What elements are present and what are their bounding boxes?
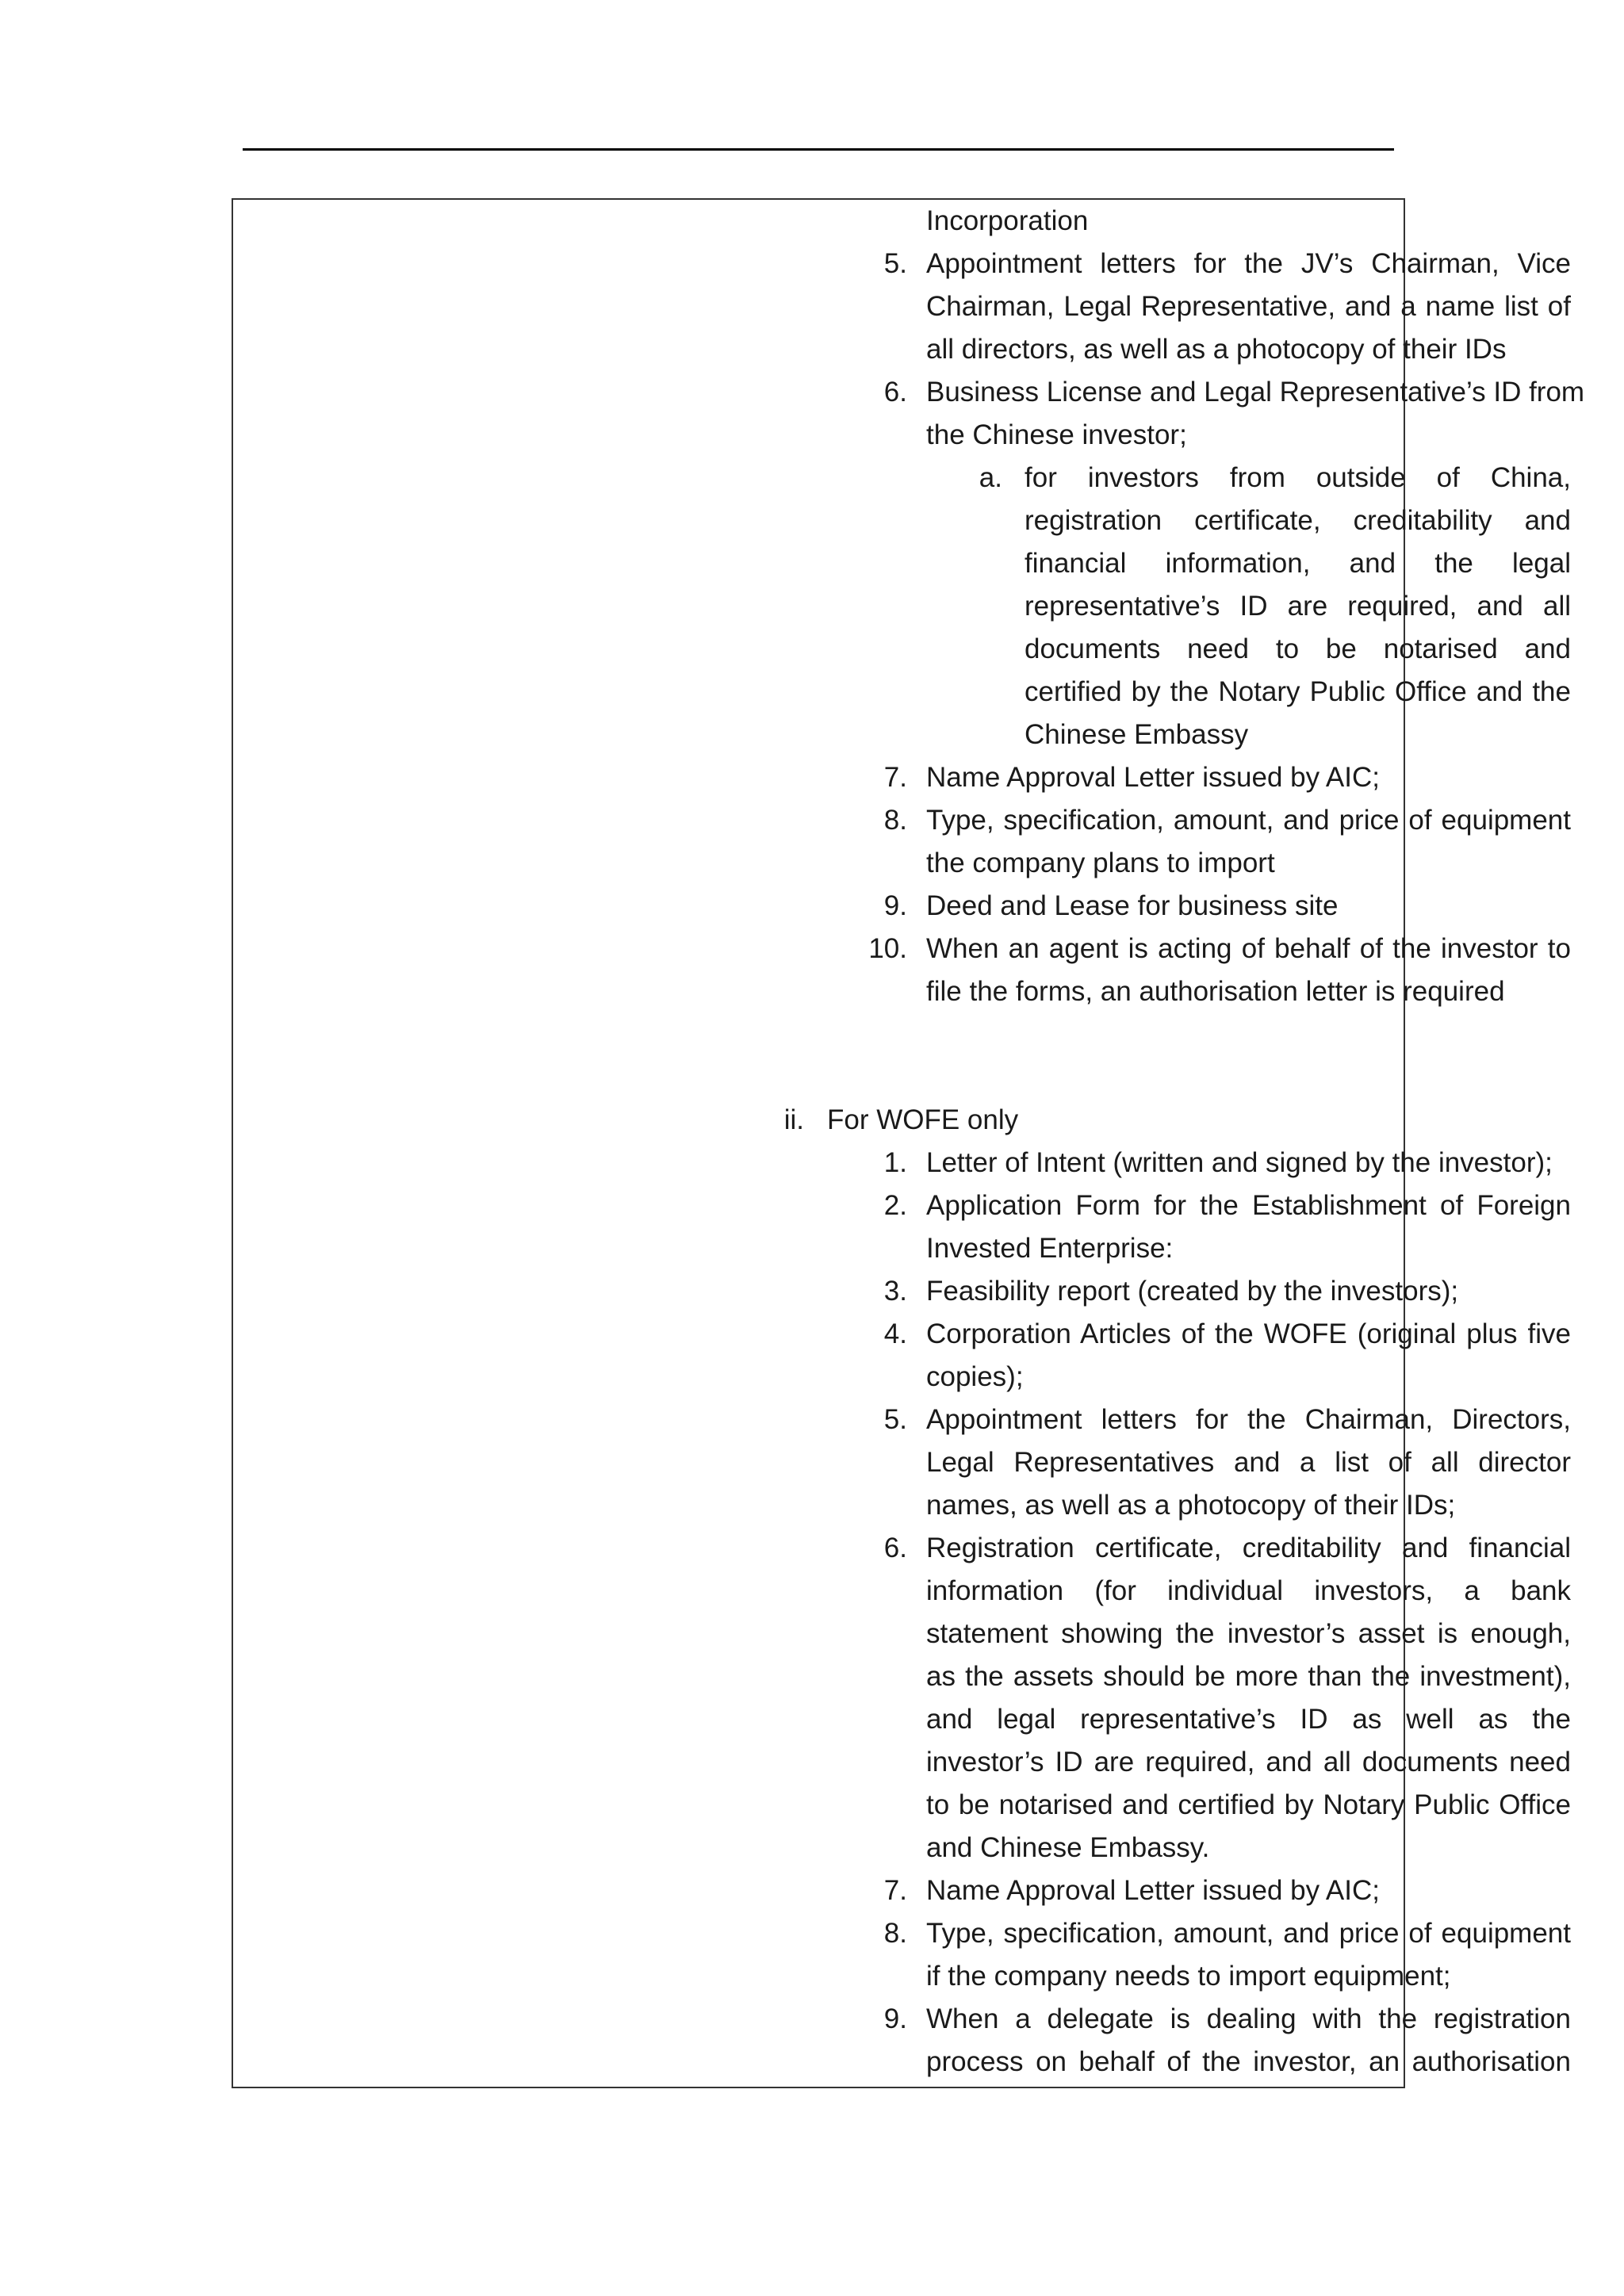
- sub-item-line: for investors from outside of China,: [1025, 462, 1571, 493]
- list-item-number: 6.: [883, 1533, 907, 1563]
- list-item-line: investor’s ID are required, and all documents need: [926, 1747, 1571, 1777]
- list-item-line: Letter of Intent (written and signed by the investor);: [926, 1147, 1553, 1178]
- list-item-line: all directors, as well as a photocopy of their IDs: [926, 334, 1507, 365]
- sub-item-line: Chinese Embassy: [1025, 719, 1249, 750]
- list-item-line: Corporation Articles of the WOFE (original plus five: [926, 1318, 1571, 1349]
- list-item-number: 8.: [883, 805, 907, 836]
- section-heading: For WOFE only: [827, 1104, 1019, 1135]
- list-item-line: When a delegate is dealing with the registration: [926, 2003, 1571, 2034]
- header-rule: [243, 148, 1394, 151]
- list-item-line: Name Approval Letter issued by AIC;: [926, 762, 1380, 793]
- list-item-number: 5.: [883, 248, 907, 279]
- list-item-line: information (for individual investors, a bank: [926, 1575, 1571, 1606]
- sub-item-letter: a.: [979, 462, 1002, 493]
- list-item-line: Name Approval Letter issued by AIC;: [926, 1875, 1380, 1906]
- list-item-line: and Chinese Embassy.: [926, 1832, 1210, 1863]
- list-item-line: the company plans to import: [926, 848, 1275, 878]
- list-item-line: process on behalf of the investor, an authorisation: [926, 2046, 1571, 2077]
- list-item-line: Chairman, Legal Representative, and a name list of: [926, 291, 1571, 322]
- list-item-line: Appointment letters for the JV’s Chairman, Vice: [926, 248, 1571, 279]
- list-item-line: When an agent is acting of behalf of the investor to: [926, 933, 1571, 964]
- list-item-line: to be notarised and certified by Notary Public Office: [926, 1789, 1571, 1820]
- list-item-number: 10.: [868, 933, 907, 964]
- list-item-line: Deed and Lease for business site: [926, 890, 1339, 921]
- content-table-cell: [232, 198, 1585, 2088]
- list-item-line: Appointment letters for the Chairman, Directors,: [926, 1404, 1571, 1435]
- list-item-number: 7.: [883, 762, 907, 793]
- list-item-line: as the assets should be more than the investment),: [926, 1661, 1571, 1692]
- list-item-line: Feasibility report (created by the investors);: [926, 1276, 1459, 1307]
- list-item-line: Registration certificate, creditability and financial: [926, 1533, 1571, 1563]
- list-item-line: Invested Enterprise:: [926, 1233, 1174, 1264]
- list-item-number: 2.: [883, 1190, 907, 1221]
- sub-item-line: registration certificate, creditability and: [1025, 505, 1571, 536]
- list-item-number: 8.: [883, 1918, 907, 1949]
- list-item-number: 5.: [883, 1404, 907, 1435]
- list-item-number: 6.: [883, 377, 907, 408]
- list-item-number: 4.: [883, 1318, 907, 1349]
- sub-item-line: financial information, and the legal: [1025, 548, 1571, 579]
- list-item-line: Legal Representatives and a list of all director: [926, 1447, 1571, 1478]
- list-item-number: 9.: [883, 890, 907, 921]
- sub-item-line: representative’s ID are required, and all: [1025, 591, 1571, 622]
- list-item-number: 3.: [883, 1276, 907, 1307]
- list-item-line: Type, specification, amount, and price of equipment: [926, 805, 1571, 836]
- list-item-line: if the company needs to import equipment;: [926, 1961, 1451, 1992]
- sub-item-line: documents need to be notarised and: [1025, 633, 1571, 664]
- list-item-line: copies);: [926, 1361, 1024, 1392]
- list-item-line: file the forms, an authorisation letter is required: [926, 976, 1505, 1007]
- continued-text: Incorporation: [926, 205, 1089, 236]
- list-item-number: 7.: [883, 1875, 907, 1906]
- list-item-line: Business License and Legal Representative’s ID from: [926, 377, 1585, 408]
- list-item-line: Application Form for the Establishment of Foreign: [926, 1190, 1571, 1221]
- list-item-number: 9.: [883, 2003, 907, 2034]
- list-item-line: and legal representative’s ID as well as the: [926, 1704, 1571, 1735]
- list-item-line: Type, specification, amount, and price of equipment: [926, 1918, 1571, 1949]
- list-item-line: the Chinese investor;: [926, 419, 1187, 450]
- list-item-line: statement showing the investor’s asset is enough,: [926, 1618, 1571, 1649]
- sub-item-line: certified by the Notary Public Office and the: [1025, 676, 1571, 707]
- list-item-line: names, as well as a photocopy of their IDs;: [926, 1490, 1456, 1521]
- list-item-number: 1.: [883, 1147, 907, 1178]
- section-numeral: ii.: [783, 1104, 804, 1135]
